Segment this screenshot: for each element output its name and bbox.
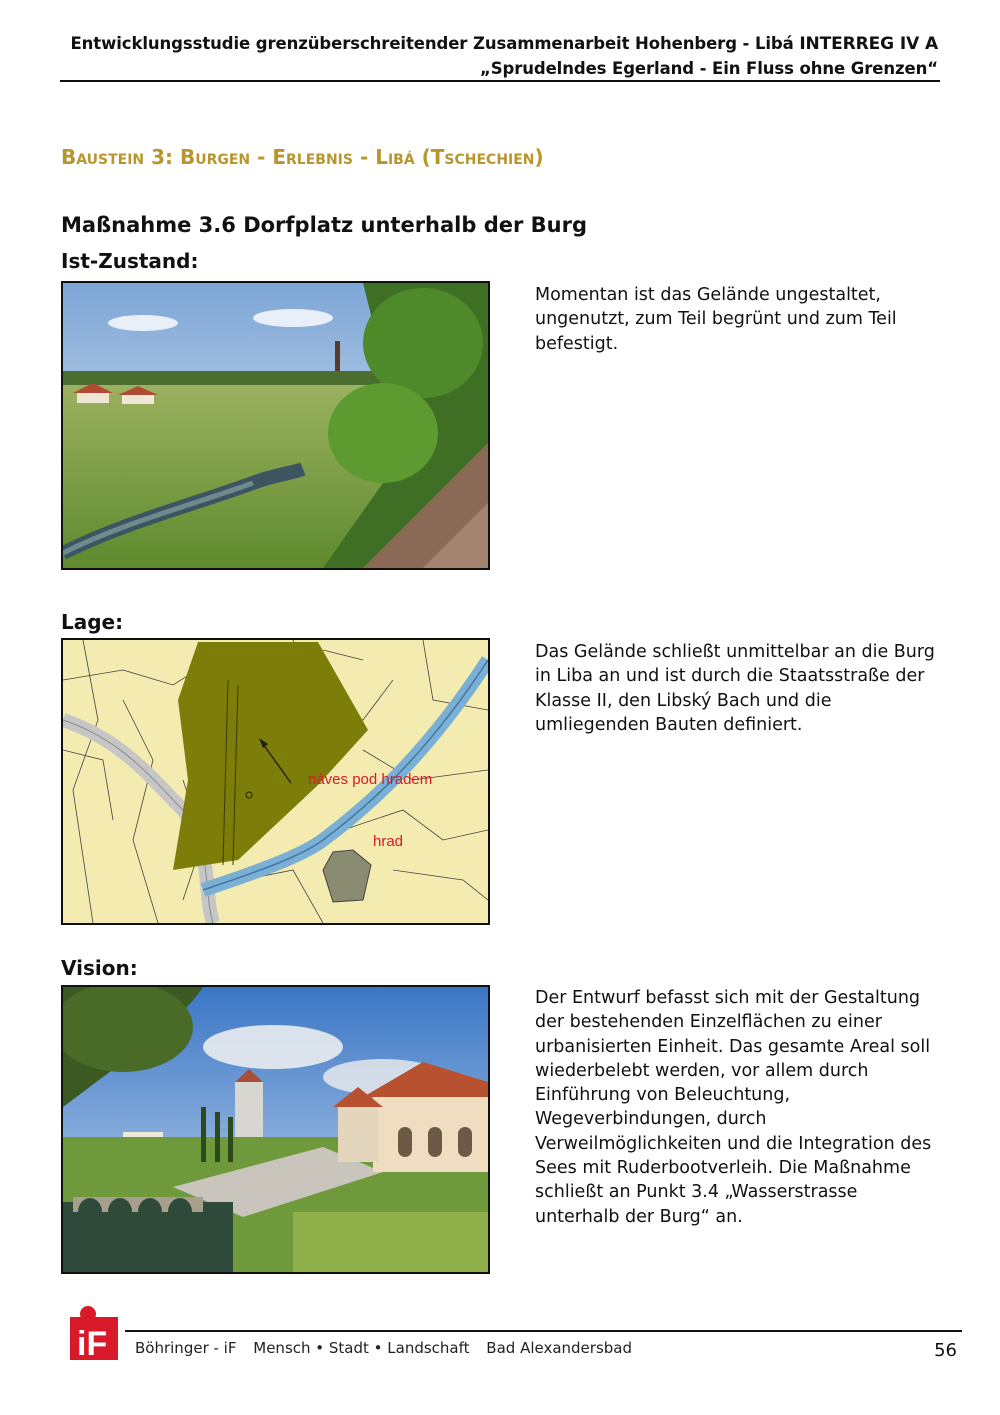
footer-info	[135, 1339, 644, 1357]
header-program: INTERREG IV A	[799, 34, 938, 54]
lage-text: Das Gelände schließt unmittelbar an die Burg in Liba an und ist durch die Staatsstraße der Klasse II, den Libský Bach und die umliegenden Bauten definiert.	[535, 642, 935, 735]
header-title-line2: „Sprudelndes Egerland - Ein Fluss ohne Grenzen“	[479, 59, 938, 78]
footer-divider	[125, 1330, 962, 1332]
lage-map	[61, 638, 490, 925]
ist-zustand-photo	[61, 281, 490, 570]
header-study-title: Entwicklungsstudie grenzüberschreitender Zusammenarbeit Hohenberg - Libá	[70, 34, 800, 53]
header-title-line1	[70, 34, 938, 54]
vision-rendering	[61, 985, 490, 1274]
if-logo	[70, 1305, 120, 1360]
logo-letters: iF	[77, 1325, 108, 1360]
ist-zustand-text: Momentan ist das Gelände ungestaltet, ungenutzt, zum Teil begrünt und zum Teil befestigt.	[535, 285, 897, 354]
footer-location: Bad Alexandersbad	[486, 1339, 633, 1357]
measure-title: Maßnahme 3.6 Dorfplatz unterhalb der Burg	[61, 213, 588, 237]
vision-text: Der Entwurf befasst sich mit der Gestaltung der bestehenden Einzelflächen zu einer urbanisierten Einheit. Das gesamte Areal soll wiederbelebt werden, vor allem durch Einführung von Beleuchtung, Wegeverbindungen, durch Verweilmöglichkeiten und die Integration des Sees mit Ruderbootverleih. Die Maßnahme schließt an Punkt 3.4 „Wasserstrasse unterhalb der Burg“ an.	[535, 988, 932, 1227]
map-label-naves: náves pod hradem	[308, 771, 433, 788]
section-title: Baustein 3: Burgen - Erlebnis - Libá (Tschechien)	[61, 145, 544, 169]
page-number: 56	[934, 1340, 957, 1361]
footer-tagline: Mensch • Stadt • Landschaft	[253, 1339, 470, 1357]
ist-zustand-label: Ist-Zustand:	[61, 249, 199, 273]
vision-label: Vision:	[61, 956, 138, 980]
map-label-hrad: hrad	[373, 833, 404, 850]
header-divider	[60, 80, 940, 82]
lage-label: Lage:	[61, 610, 124, 634]
footer-company: Böhringer - iF	[135, 1339, 237, 1357]
